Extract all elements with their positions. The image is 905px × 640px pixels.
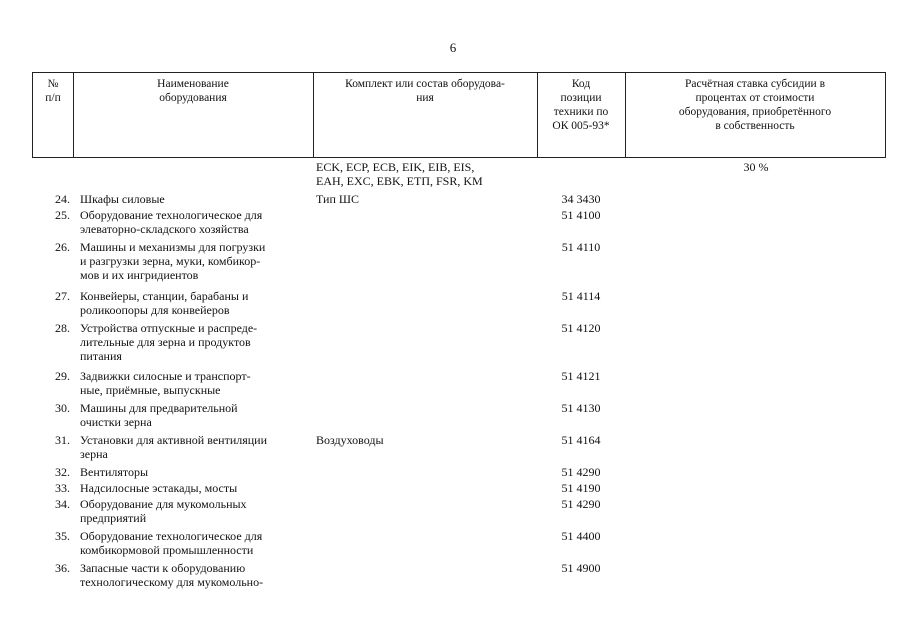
rate-cell: 30 %	[743, 160, 769, 174]
code-cell: 51 4290	[561, 465, 601, 479]
name-line: Конвейеры, станции, барабаны и	[80, 289, 249, 303]
name-line: очистки зерна	[80, 415, 152, 429]
header-line: оборудования	[159, 92, 227, 104]
code-cell: 34 3430	[561, 192, 601, 206]
name-line: питания	[80, 349, 122, 363]
code-cell: 51 4164	[561, 433, 601, 447]
composition-line: ECK, ECP, ECB, EIK, EIB, EIS,	[316, 160, 475, 174]
name-line: элеваторно-складского хозяйства	[80, 222, 249, 236]
equipment-name	[80, 401, 310, 429]
code-cell: 51 4110	[561, 240, 601, 254]
code-cell: 51 4130	[561, 401, 601, 415]
equipment-name	[80, 481, 310, 495]
row-number: 31.	[55, 433, 70, 447]
name-line: Установки для активной вентиляции	[80, 433, 268, 447]
row-number: 26.	[55, 240, 70, 254]
equipment-name	[80, 240, 310, 282]
name-line: Оборудование технологическое для	[80, 208, 263, 222]
name-line: Надсилосные эстакады, мосты	[80, 481, 238, 495]
code-cell: 51 4100	[561, 208, 601, 222]
header-line: Комплект или состав оборудова-	[345, 78, 505, 90]
name-line: и разгрузки зерна, муки, комбикор-	[80, 254, 261, 268]
equipment-name	[80, 433, 310, 461]
name-line: зерна	[80, 447, 108, 461]
row-number: 29.	[55, 369, 70, 383]
header-line: №	[47, 78, 59, 90]
header-number-column	[33, 77, 73, 105]
header-line: Расчётная ставка субсидии в	[684, 78, 826, 90]
equipment-name	[80, 369, 310, 397]
name-line: Шкафы силовые	[80, 192, 165, 206]
code-cell: 51 4190	[561, 481, 601, 495]
name-line: Оборудование технологическое для	[80, 529, 263, 543]
header-rate-column	[625, 77, 885, 133]
header-line: техники по	[553, 106, 609, 118]
header-line: позиции	[560, 92, 602, 104]
row-number: 35.	[55, 529, 70, 543]
page-number: 6	[449, 40, 457, 55]
equipment-name	[80, 465, 310, 479]
header-name-column	[73, 77, 313, 105]
equipment-name	[80, 497, 310, 525]
row-number: 34.	[55, 497, 70, 511]
equipment-name	[80, 561, 310, 589]
equipment-name	[80, 192, 310, 206]
composition-cell: Тип ШС	[316, 192, 359, 206]
code-cell: 51 4121	[561, 369, 601, 383]
composition-cell: Воздуховоды	[316, 433, 384, 447]
name-line: Машины для предварительной	[80, 401, 238, 415]
name-line: предприятий	[80, 511, 147, 525]
table-header	[32, 72, 886, 158]
name-line: мов и их ингридиентов	[80, 268, 199, 282]
header-composition-column	[313, 77, 537, 105]
code-cell: 51 4120	[561, 321, 601, 335]
composition-line: EAH, EXC, EBK, ETП, FSR, KM	[316, 174, 483, 188]
equipment-name	[80, 208, 310, 236]
row-number: 27.	[55, 289, 70, 303]
code-cell: 51 4290	[561, 497, 601, 511]
name-line: Оборудование для мукомольных	[80, 497, 247, 511]
header-line: в собственность	[715, 120, 795, 132]
name-line: Машины и механизмы для погрузки	[80, 240, 266, 254]
code-cell: 51 4400	[561, 529, 601, 543]
row-number: 32.	[55, 465, 70, 479]
name-line: Вентиляторы	[80, 465, 149, 479]
name-line: комбикормовой промышленности	[80, 543, 254, 557]
row-number: 36.	[55, 561, 70, 575]
composition-cell	[316, 160, 534, 188]
row-number: 30.	[55, 401, 70, 415]
row-number: 25.	[55, 208, 70, 222]
header-line: ния	[416, 92, 434, 104]
header-code-column	[537, 77, 625, 133]
row-number: 28.	[55, 321, 70, 335]
name-line: роликоопоры для конвейеров	[80, 303, 230, 317]
equipment-name	[80, 529, 310, 557]
header-line: Наименование	[157, 78, 229, 90]
equipment-name	[80, 289, 310, 317]
row-number: 24.	[55, 192, 70, 206]
name-line: технологическому для мукомольно-	[80, 575, 264, 589]
code-cell: 51 4114	[561, 289, 601, 303]
equipment-name	[80, 321, 310, 363]
code-cell: 51 4900	[561, 561, 601, 575]
header-line: п/п	[45, 92, 61, 104]
name-line: Задвижки силосные и транспорт-	[80, 369, 251, 383]
header-line: оборудования, приобретённого	[678, 106, 832, 118]
name-line: лительные для зерна и продуктов	[80, 335, 251, 349]
name-line: Запасные части к оборудованию	[80, 561, 246, 575]
header-line: Код	[571, 78, 591, 90]
name-line: Устройства отпускные и распреде-	[80, 321, 258, 335]
header-line: процентах от стоимости	[695, 92, 815, 104]
name-line: ные, приёмные, выпускные	[80, 383, 221, 397]
row-number: 33.	[55, 481, 70, 495]
header-line: ОК 005-93*	[552, 120, 610, 132]
